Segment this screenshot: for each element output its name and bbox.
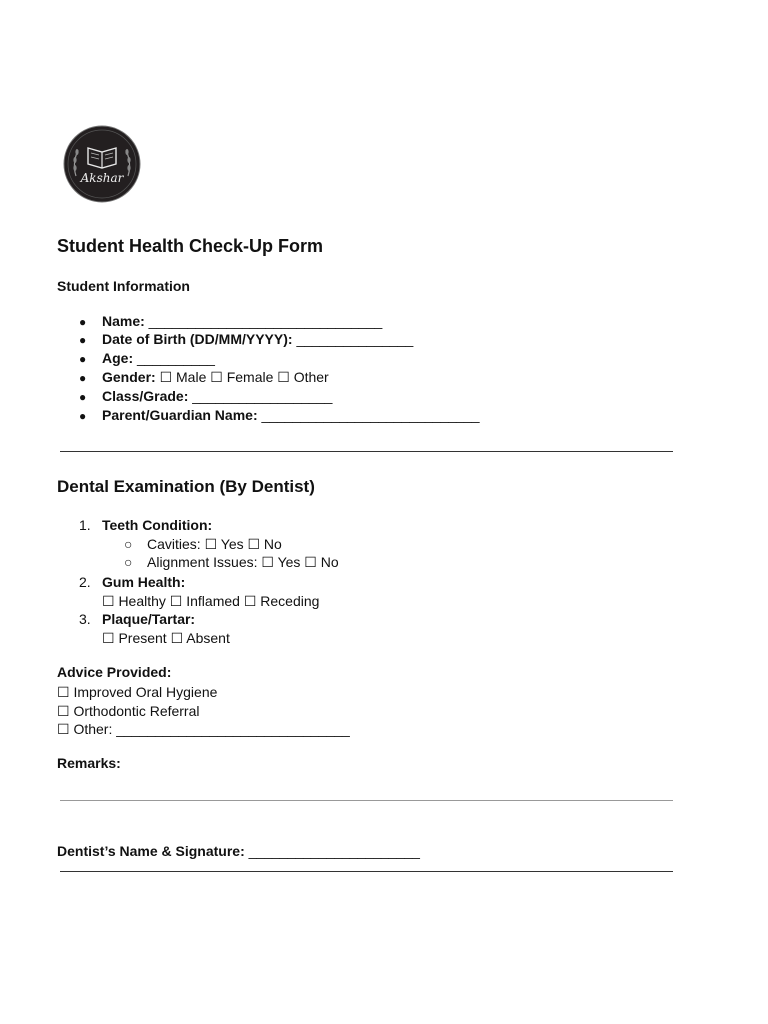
advice-other-field[interactable]: ☐ Other: ______________________________ [57,721,350,737]
list-number: 1. [79,517,91,533]
student-info-heading: Student Information [57,278,190,294]
dental-heading: Dental Examination (By Dentist) [57,477,315,496]
school-logo [62,124,142,204]
remarks-line[interactable] [60,800,673,801]
gum-health-options[interactable]: ☐ Healthy ☐ Inflamed ☐ Receding [102,593,320,609]
age-field[interactable]: Age: __________ [102,350,215,366]
plaque-tartar-options[interactable]: ☐ Present ☐ Absent [102,630,230,646]
section-divider [60,451,673,452]
list-item [79,369,86,385]
list-number: 2. [79,574,91,590]
cavities-options[interactable]: Cavities: ☐ Yes ☐ No [147,536,282,552]
bullet-icon: ● [79,333,87,347]
sub-bullet-icon: ○ [124,536,133,552]
advice-heading: Advice Provided: [57,664,172,680]
list-item [79,313,86,329]
remarks-heading: Remarks: [57,755,121,771]
list-item [79,388,86,404]
gender-field[interactable]: Gender: ☐ Male ☐ Female ☐ Other [102,369,329,385]
teeth-condition-label: Teeth Condition: [102,517,213,533]
gum-health-label: Gum Health: [102,574,186,590]
list-number: 3. [79,611,91,627]
sub-bullet-icon: ○ [124,554,133,570]
bullet-icon: ● [79,371,87,385]
bottom-divider [60,871,673,872]
advice-ortho-referral-checkbox[interactable]: ☐ Orthodontic Referral [57,703,200,719]
logo-text: Akshar [80,171,124,185]
list-item [79,331,86,347]
bullet-icon: ● [79,409,87,423]
list-item [79,407,86,423]
form-title: Student Health Check-Up Form [57,236,324,256]
plaque-tartar-label: Plaque/Tartar: [102,611,196,627]
advice-oral-hygiene-checkbox[interactable]: ☐ Improved Oral Hygiene [57,684,218,700]
bullet-icon: ● [79,390,87,404]
alignment-options[interactable]: Alignment Issues: ☐ Yes ☐ No [147,554,339,570]
dob-field[interactable]: Date of Birth (DD/MM/YYYY): _______________ [102,331,414,347]
class-grade-field[interactable]: Class/Grade: __________________ [102,388,333,404]
bullet-icon: ● [79,352,87,366]
guardian-name-field[interactable]: Parent/Guardian Name: ____________________________ [102,407,480,423]
dentist-signature-field[interactable]: Dentist’s Name & Signature: ______________________ [57,843,420,859]
list-item [79,350,86,366]
name-field[interactable]: Name: ______________________________ [102,313,383,329]
bullet-icon: ● [79,315,87,329]
